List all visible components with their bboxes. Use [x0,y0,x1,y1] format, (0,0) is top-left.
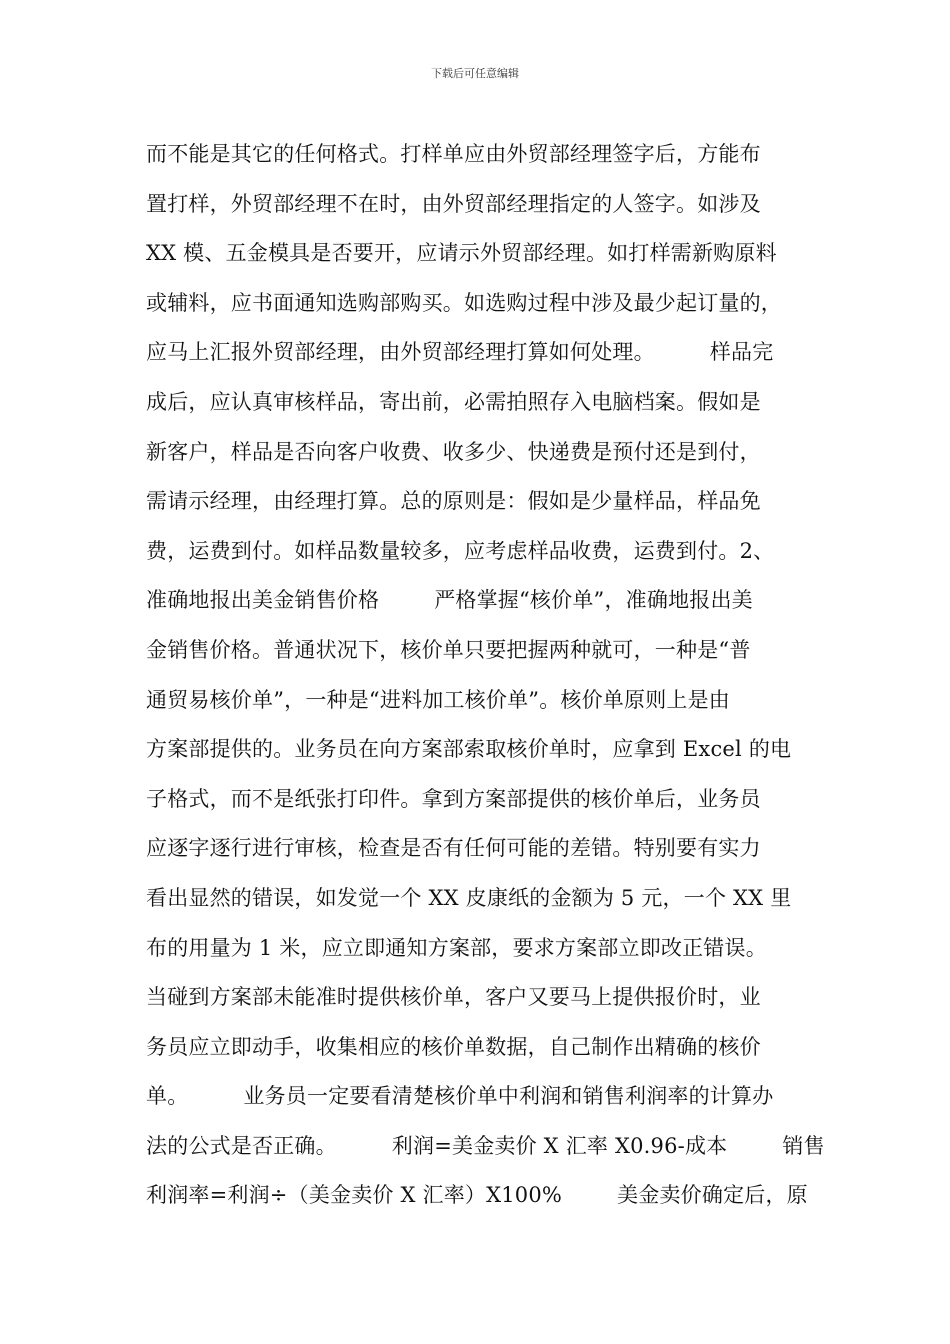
body-line-3: XX 模、五金模具是否要开，应请示外贸部经理。如打样需新购原料 [146,241,777,266]
body-line-11: 金销售价格。普通状况下，核价单只要把握两种就可，一种是“普 [146,637,751,662]
body-line-10: 准确地报出美金销售价格 严格掌握“核价单”，准确地报出美 [146,588,753,613]
body-line-18: 当碰到方案部未能准时提供核价单，客户又要马上提供报价时，业 [146,985,761,1010]
body-line-4: 或辅料，应书面通知选购部购买。如选购过程中涉及最少起订量的， [146,290,782,315]
body-line-2: 置打样，外贸部经理不在时，由外贸部经理指定的人签字。如涉及 [146,191,761,216]
body-line-9: 费，运费到付。如样品数量较多，应考虑样品收费，运费到付。2、 [146,538,775,563]
body-line-7: 新客户，样品是否向客户收费、收多少、快递费是预付还是到付， [146,439,761,464]
body-line-12: 通贸易核价单”，一种是“进料加工核价单”。核价单原则上是由 [146,687,731,712]
body-line-14: 子格式，而不是纸张打印件。拿到方案部提供的核价单后，业务员 [146,786,761,811]
document-body [146,130,826,1221]
body-line-19: 务员应立即动手，收集相应的核价单数据，自己制作出精确的核价 [146,1034,761,1059]
body-line-15: 应逐字逐行进行审核，检查是否有任何可能的差错。特别要有实力 [146,836,761,861]
body-line-6: 成后，应认真审核样品，寄出前，必需拍照存入电脑档案。假如是 [146,389,761,414]
body-line-22: 利润率=利润÷（美金卖价 X 汇率）X100% 美金卖价确定后，原 [146,1183,808,1208]
body-line-21: 法的公式是否正确。 利润=美金卖价 X 汇率 X0.96-成本 销售 [146,1133,825,1158]
body-line-17: 布的用量为 1 米，应立即通知方案部，要求方案部立即改正错误。 [146,935,767,960]
page-header: 下载后可任意编辑 [431,67,519,80]
body-line-1: 而不能是其它的任何格式。打样单应由外贸部经理签字后，方能布 [146,142,761,166]
body-line-16: 看出显然的错误，如发觉一个 XX 皮康纸的金额为 5 元，一个 XX 里 [146,885,792,910]
body-line-5: 应马上汇报外贸部经理，由外贸部经理打算如何处理。 样品完 [146,340,774,365]
body-line-13: 方案部提供的。业务员在向方案部索取核价单时，应拿到 Excel 的电 [146,737,792,762]
body-line-8: 需请示经理，由经理打算。总的原则是：假如是少量样品，样品免 [146,489,761,514]
body-line-20: 单。 业务员一定要看清楚核价单中利润和销售利润率的计算办 [146,1084,774,1109]
